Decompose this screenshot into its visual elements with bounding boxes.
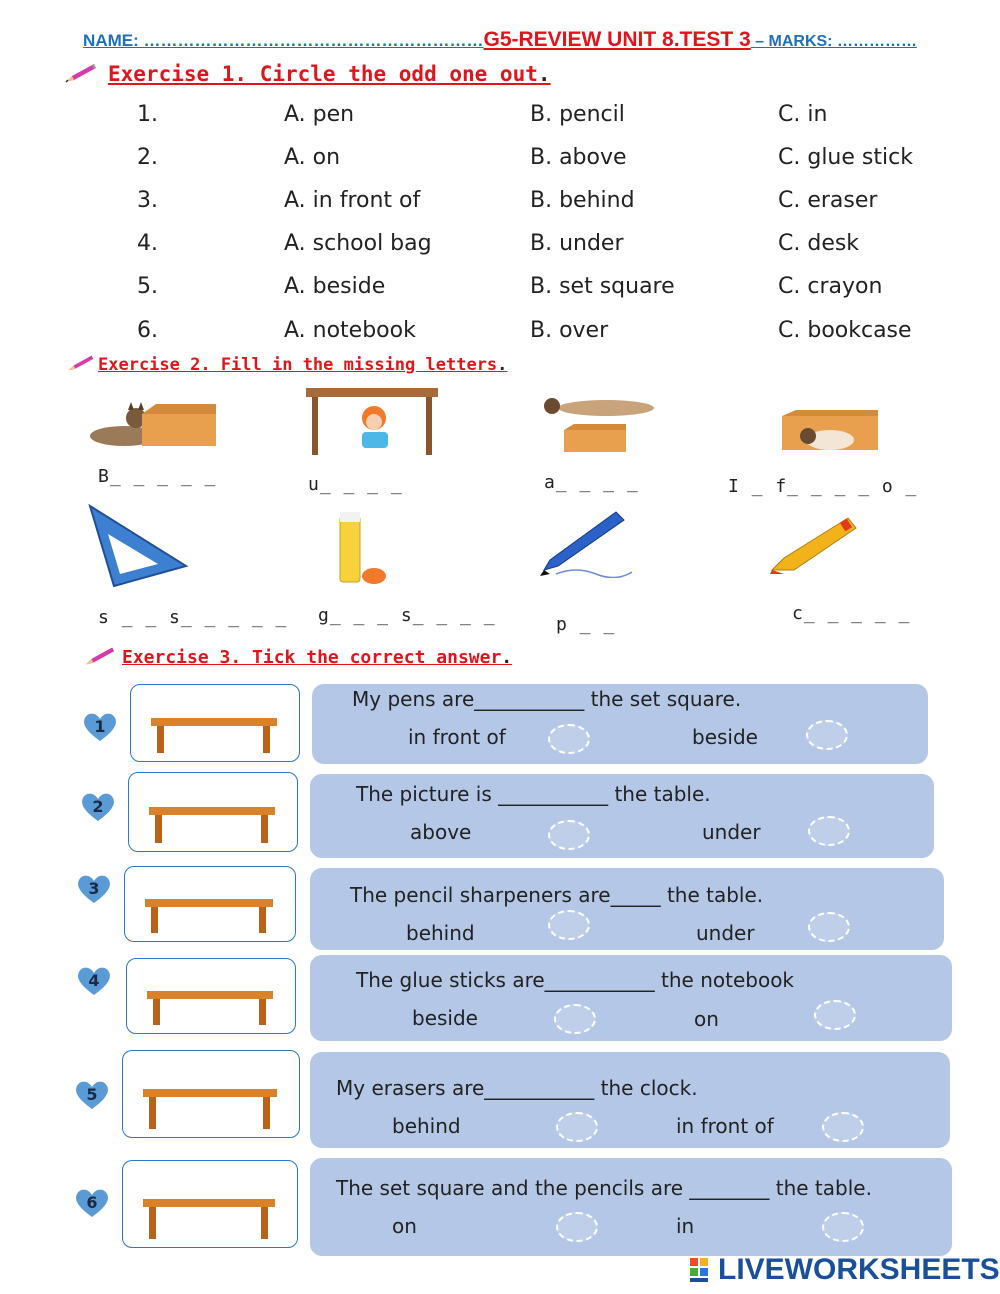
answer-option-label: behind	[392, 1114, 461, 1138]
question-sentence: The picture is ___________ the table.	[356, 782, 711, 806]
question-number: 1	[94, 717, 106, 736]
option-a[interactable]: A. school bag	[284, 231, 432, 256]
option-b[interactable]: B. behind	[530, 188, 635, 213]
exercise1-row	[0, 274, 1000, 304]
option-c[interactable]: C. glue stick	[778, 145, 913, 170]
exercise1-row	[0, 231, 1000, 261]
fill-in-blank[interactable]: c_ _ _ _ _	[792, 603, 911, 624]
option-a[interactable]: A. beside	[284, 274, 386, 299]
exercise3-title: Exercise 3. Tick the correct answer.	[122, 647, 513, 668]
answer-panel	[310, 1158, 952, 1256]
option-c[interactable]: C. eraser	[778, 188, 878, 213]
tick-circle[interactable]	[808, 912, 850, 942]
option-a[interactable]: A. on	[284, 145, 341, 170]
glue-sticks-beside-notebook-image	[126, 958, 296, 1034]
answer-option-label: behind	[406, 921, 475, 945]
option-a[interactable]: A. pen	[284, 102, 355, 127]
option-c[interactable]: C. desk	[778, 231, 860, 256]
question-number: 1.	[137, 102, 158, 127]
answer-option-label: in front of	[408, 725, 506, 749]
pencil-icon	[64, 62, 98, 84]
answer-option-label: in front of	[676, 1114, 774, 1138]
answer-option-label: beside	[412, 1006, 478, 1030]
tick-circle[interactable]	[548, 910, 590, 940]
question-number: 5.	[137, 274, 158, 299]
answer-option-label: on	[392, 1214, 417, 1238]
heart-number-icon	[76, 874, 112, 904]
heart-number-icon	[80, 792, 116, 822]
pen-image	[536, 508, 632, 578]
liveworksheets-logo	[690, 1252, 1000, 1288]
option-c[interactable]: C. in	[778, 102, 828, 127]
girl-under-table-image	[306, 388, 438, 456]
answer-option-label: under	[696, 921, 755, 945]
question-number: 4	[88, 971, 100, 990]
question-sentence: The pencil sharpeners are_____ the table.	[350, 883, 764, 907]
question-number: 2	[92, 797, 104, 816]
question-sentence: My erasers are___________ the clock.	[336, 1076, 698, 1100]
question-number: 5	[86, 1085, 98, 1104]
option-b[interactable]: B. above	[530, 145, 627, 170]
worksheet-header	[0, 28, 1000, 52]
worksheet-title: G5-REVIEW UNIT 8.TEST 3	[483, 28, 751, 51]
fill-in-blank[interactable]: s _ _ s_ _ _ _ _	[98, 607, 288, 628]
answer-option-label: above	[410, 820, 472, 844]
question-sentence: My pens are___________ the set square.	[352, 687, 742, 711]
tick-circle[interactable]	[806, 720, 848, 750]
tick-circle[interactable]	[822, 1212, 864, 1242]
heart-number-icon	[74, 1080, 110, 1110]
question-sentence: The glue sticks are___________ the notebook	[356, 968, 795, 992]
exercise2-title: Exercise 2. Fill in the missing letters.	[98, 355, 508, 375]
liveworksheets-logo-text: LIVEWORKSHEETS	[718, 1253, 1000, 1286]
heart-number-icon	[82, 712, 118, 742]
option-b[interactable]: B. pencil	[530, 102, 625, 127]
fill-in-blank[interactable]: u_ _ _ _	[308, 474, 403, 495]
option-b[interactable]: B. over	[530, 318, 609, 343]
set-square-and-pencils-on-table-image	[122, 1160, 298, 1248]
exercise1-row	[0, 145, 1000, 175]
liveworksheets-logo-icon	[690, 1256, 718, 1284]
sharpeners-under-table-image	[124, 866, 296, 942]
tick-circle[interactable]	[822, 1112, 864, 1142]
set-square-image	[86, 504, 190, 588]
question-number: 3.	[137, 188, 158, 213]
tick-circle[interactable]	[556, 1212, 598, 1242]
fill-in-blank[interactable]: I _ f_ _ _ _ o _	[728, 476, 918, 497]
tick-circle[interactable]	[548, 724, 590, 754]
heart-number-icon	[74, 1188, 110, 1218]
tick-circle[interactable]	[554, 1004, 596, 1034]
tick-circle[interactable]	[808, 816, 850, 846]
crayon-image	[768, 514, 860, 576]
fill-in-blank[interactable]: g_ _ _ s_ _ _ _	[318, 605, 496, 626]
cat-behind-box-image	[84, 400, 220, 450]
erasers-in-front-of-clock-image	[122, 1050, 300, 1138]
option-b[interactable]: B. under	[530, 231, 624, 256]
option-c[interactable]: C. crayon	[778, 274, 883, 299]
question-number: 4.	[137, 231, 158, 256]
marks-field: – MARKS: ……………	[750, 33, 917, 50]
tick-circle[interactable]	[814, 1000, 856, 1030]
answer-option-label: on	[694, 1007, 719, 1031]
question-sentence: The set square and the pencils are ________ the table.	[336, 1176, 872, 1200]
answer-option-label: beside	[692, 725, 758, 749]
cat-in-front-of-box-image	[768, 410, 884, 452]
question-number: 3	[88, 879, 100, 898]
question-number: 2.	[137, 145, 158, 170]
pencil-icon	[66, 354, 96, 372]
tick-circle[interactable]	[548, 820, 590, 850]
heart-number-icon	[76, 966, 112, 996]
answer-option-label: in	[676, 1214, 695, 1238]
option-a[interactable]: A. notebook	[284, 318, 416, 343]
exercise1-title: Exercise 1. Circle the odd one out.	[108, 62, 551, 86]
fill-in-blank[interactable]: a_ _ _ _	[544, 472, 639, 493]
option-a[interactable]: A. in front of	[284, 188, 421, 213]
fill-in-blank[interactable]: B_ _ _ _ _	[98, 466, 217, 487]
pens-and-set-square-on-table-image	[130, 684, 300, 762]
picture-above-table-image	[128, 772, 298, 852]
glue-stick-image	[330, 510, 386, 586]
cat-above-box-image	[526, 396, 674, 456]
tick-circle[interactable]	[556, 1112, 598, 1142]
answer-option-label: under	[702, 820, 761, 844]
name-field: NAME: ……………………………………………………	[83, 31, 484, 50]
exercise1-row	[0, 318, 1000, 348]
pencil-icon	[84, 645, 116, 667]
question-number: 6	[86, 1193, 98, 1212]
question-number: 6.	[137, 318, 158, 343]
exercise1-row	[0, 188, 1000, 218]
exercise1-row	[0, 102, 1000, 132]
fill-in-blank[interactable]: p _ _	[556, 614, 616, 635]
option-c[interactable]: C. bookcase	[778, 318, 912, 343]
option-b[interactable]: B. set square	[530, 274, 675, 299]
